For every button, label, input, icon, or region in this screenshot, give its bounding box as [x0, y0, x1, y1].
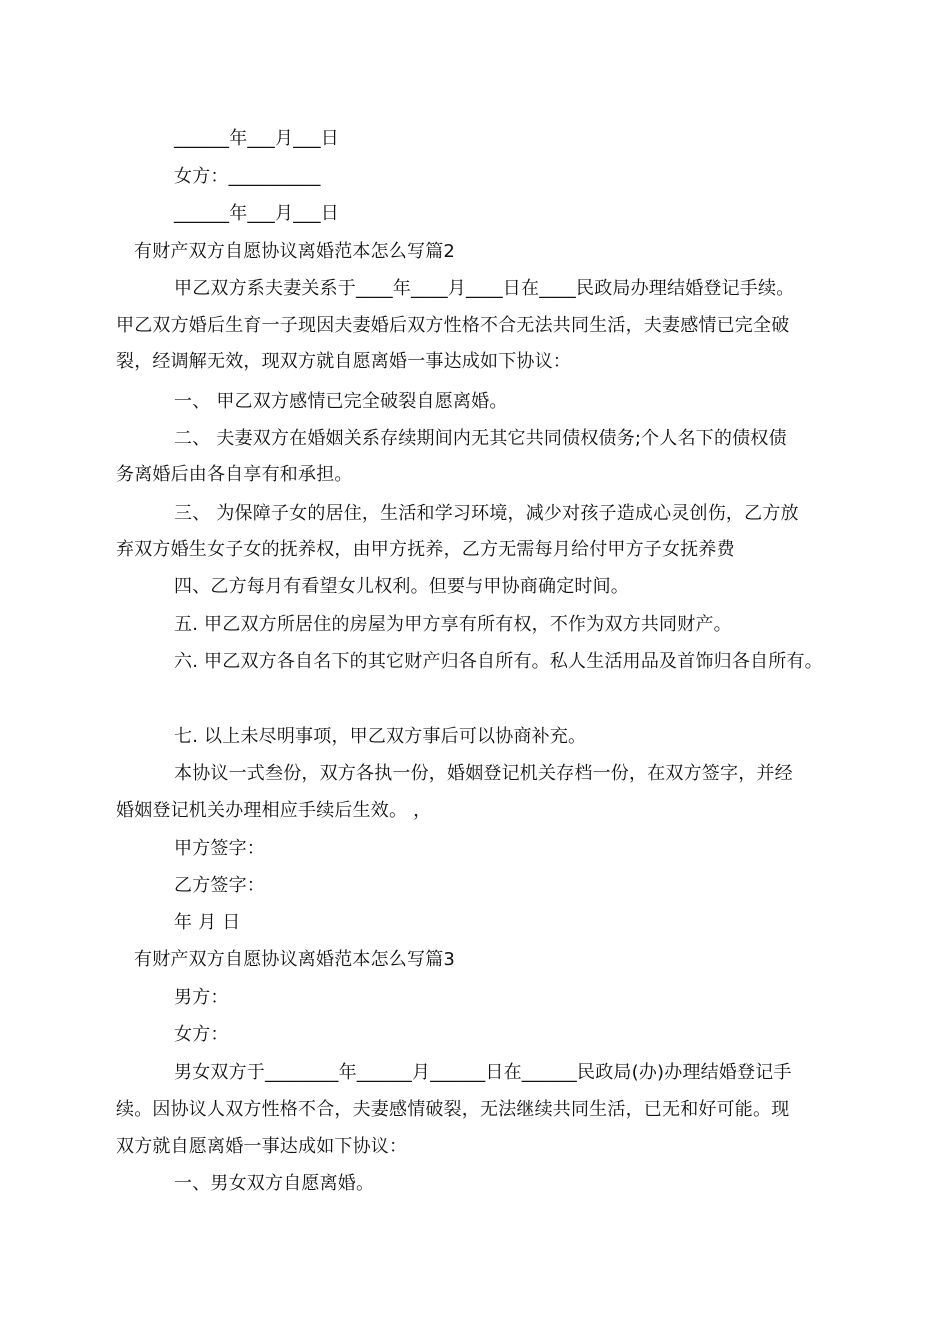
paragraph-line: 甲乙双方婚后生育一子现因夫妻婚后双方性格不合无法共同生活，夫妻感情已完全破	[116, 315, 790, 336]
clause-line: 一、 甲乙双方感情已完全破裂自愿离婚。	[174, 391, 508, 412]
clause-line: 六. 甲乙双方各自名下的其它财产归各自所有。私人生活用品及首饰归各自所有。	[174, 651, 823, 672]
section-heading: 有财产双方自愿协议离婚范本怎么写篇2	[134, 241, 456, 262]
party-a-signature: 甲方签字：	[174, 838, 265, 859]
female-party-line: 女方：__________	[174, 166, 321, 187]
date-line: ______年___月___日	[174, 128, 339, 149]
paragraph-line: 裂，经调解无效，现双方就自愿离婚一事达成如下协议：	[116, 351, 571, 372]
paragraph-line: 婚姻登记机关办理相应手续后生效。 ，	[116, 800, 432, 821]
section-heading: 有财产双方自愿协议离婚范本怎么写篇3	[134, 949, 456, 970]
female-party-line: 女方：	[174, 1024, 229, 1045]
party-b-signature: 乙方签字：	[174, 875, 265, 896]
clause-line: 三、 为保障子女的居住，生活和学习环境，减少对孩子造成心灵创伤，乙方放	[174, 503, 799, 524]
clause-line: 弃双方婚生女子女的抚养权，由甲方抚养，乙方无需每月给付甲方子女抚养费	[116, 539, 735, 560]
clause-line: 务离婚后由各自享有和承担。	[116, 464, 353, 485]
date-line: 年 月 日	[174, 912, 241, 933]
male-party-line: 男方：	[174, 987, 229, 1008]
paragraph-line: 续。因协议人双方性格不合，夫妻感情破裂，无法继续共同生活，已无和好可能。现	[116, 1099, 790, 1120]
paragraph-line: 双方就自愿离婚一事达成如下协议：	[116, 1136, 408, 1157]
clause-line: 七. 以上未尽明事项，甲乙双方事后可以协商补充。	[174, 726, 587, 747]
clause-line: 四、乙方每月有看望女儿权利。但要与甲协商确定时间。	[174, 576, 629, 597]
paragraph-line: 甲乙双方系夫妻关系于____年____月____日在____民政局办理结婚登记手续。	[174, 278, 795, 299]
clause-line: 二、 夫妻双方在婚姻关系存续期间内无其它共同债权债务;个人名下的债权债	[174, 428, 787, 449]
clause-line: 五. 甲乙双方所居住的房屋为甲方享有所有权，不作为双方共同财产。	[174, 614, 732, 635]
date-line: ______年___月___日	[174, 203, 339, 224]
paragraph-line: 男女双方于________年______月______日在______民政局(办)办理结婚登记手	[174, 1062, 792, 1083]
clause-line: 一、男女双方自愿离婚。	[174, 1173, 375, 1194]
paragraph-line: 本协议一式叁份，双方各执一份，婚姻登记机关存档一份，在双方签字，并经	[174, 763, 793, 784]
